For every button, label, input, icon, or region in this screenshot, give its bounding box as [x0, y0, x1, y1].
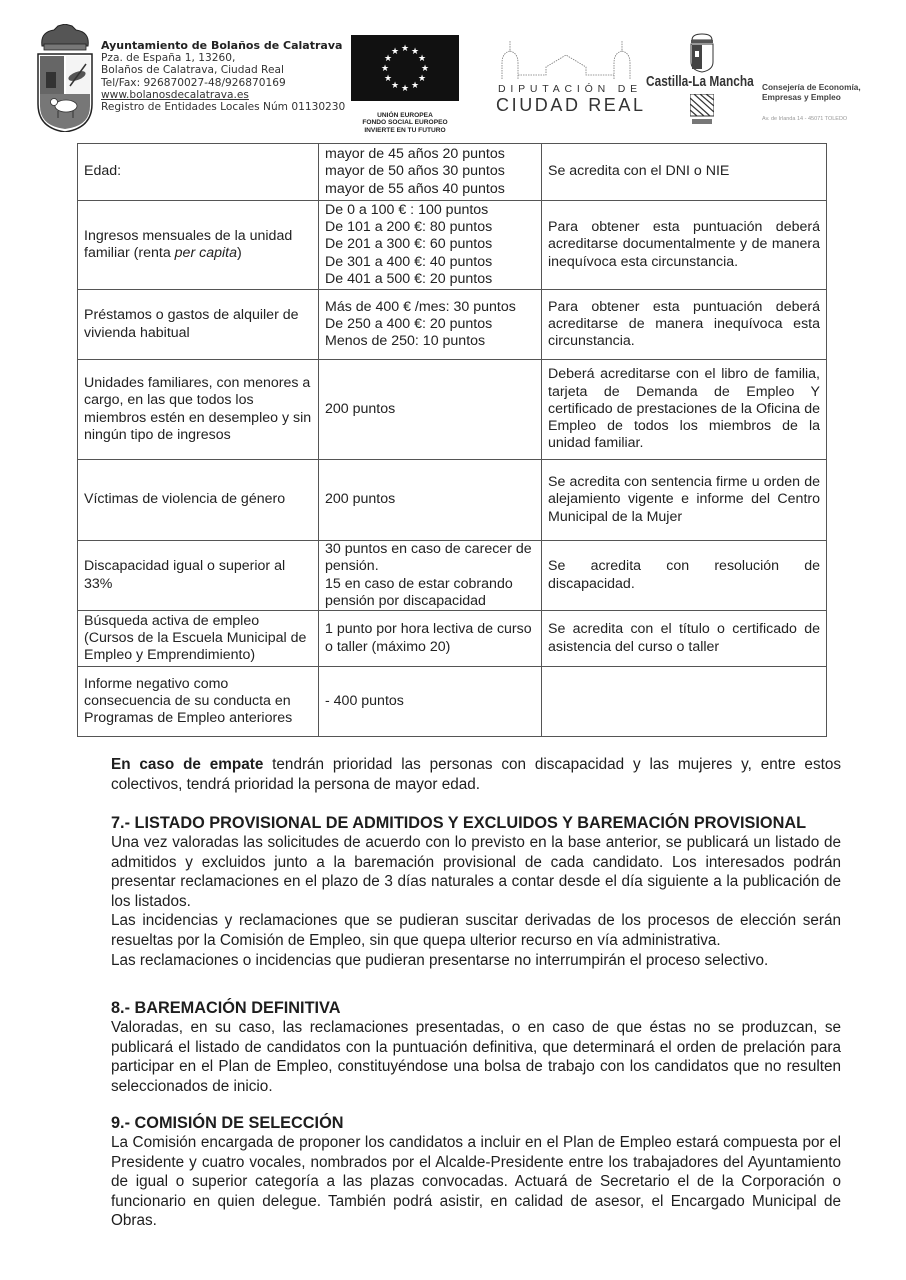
proof-cell: Para obtener esta puntuación deberá acreditarse documentalmente y de manera inequívoca esta circunstancia. [542, 201, 827, 290]
criterion-text: Ingresos mensuales de la unidad familiar (renta [84, 227, 293, 261]
table-row [78, 611, 827, 667]
table-row [78, 541, 827, 611]
proof-cell: Para obtener esta puntuación deberá acreditarse de manera inequívoca esta circunstancia. [542, 290, 827, 360]
svg-text:★: ★ [417, 74, 427, 84]
points-line: Menos de 250: 10 puntos [325, 333, 486, 350]
table-row [78, 290, 827, 360]
eu-logo-line3: INVIERTE EN TU FUTURO [364, 126, 446, 134]
points-line: De 250 a 400 €: 20 puntos [325, 315, 493, 332]
criterion-cell [78, 201, 319, 290]
points-line: mayor de 50 años 30 puntos [325, 163, 505, 180]
diputacion-line1: DIPUTACIÓN DE [498, 83, 642, 95]
table-row [78, 360, 827, 460]
proof-cell: Se acredita con el título o certificado de asistencia del curso o taller [542, 611, 827, 667]
section-paragraph: La Comisión encargada de proponer los candidatos a incluir en el Plan de Empleo estará compuesta por el Presidente y cuatro vocales, nombrados por el Alcalde-Presidente entre los trabajadores del Ayuntamiento de igual o superior categoría a las plazas convocadas. Actuará de Secretario el de la Corporación o funcionario en quien delegue. También podrá asistir, en calidad de asesor, el Encargado Municipal de Obras. [111, 1134, 841, 1230]
municipality-address-line1: Pza. de España 1, 13260, [101, 52, 236, 65]
svg-text:★: ★ [390, 47, 400, 57]
palace-outline-icon [496, 35, 636, 81]
svg-text:★: ★ [383, 74, 393, 84]
section-paragraph: Valoradas, en su caso, las reclamaciones presentadas, o en caso de que éstas no se produzcan, se publicará el listado de candidatos con la puntuación definitiva, que determinará el orden de prelación para participar en el Plan de Empleo, constituyéndose una bolsa de trabajo con los candidatos que no resulten seleccionados de inicio. [111, 1019, 841, 1095]
points-line: De 101 a 200 €: 80 puntos [325, 219, 493, 236]
consejeria-line1: Consejería de Economía, [762, 82, 861, 92]
points-line: De 0 a 100 € : 100 puntos [325, 201, 489, 218]
table-row [78, 460, 827, 541]
coat-of-arms-icon [36, 24, 94, 132]
consejeria-address: Av. de Irlanda 14 - 45071 TOLEDO [762, 116, 848, 122]
section-paragraph: Una vez valoradas las solicitudes de acuerdo con lo previsto en la base anterior, se publicará un listado de admitidos y excluidos junto a la baremación provisional de cada candidato. Los interesados podrán presentar reclamaciones en el plazo de 3 días naturales a contar desde el día siguiente a la publicación de los listados. [111, 834, 841, 910]
section-8 [111, 998, 841, 1096]
svg-text:★: ★ [420, 64, 430, 74]
svg-text:★: ★ [390, 81, 400, 91]
municipality-phone: Tel/Fax: 926870027-48/926870169 [101, 76, 286, 89]
municipality-registry: Registro de Entidades Locales Núm 01130230 [101, 101, 346, 114]
municipality-name: Ayuntamiento de Bolaños de Calatrava [101, 39, 343, 52]
criterion-cell: Informe negativo como consecuencia de su conducta en Programas de Empleo anteriores [78, 667, 319, 737]
consejeria-label [762, 82, 861, 102]
points-cell: 200 puntos [319, 360, 542, 460]
jccm-brand: Castilla-La Mancha [646, 74, 754, 90]
criterion-cell: Edad: [78, 144, 319, 201]
criterion-cell: Búsqueda activa de empleo (Cursos de la Escuela Municipal de Empleo y Emprendimiento) [78, 611, 319, 667]
criterion-cell: Víctimas de violencia de género [78, 460, 319, 541]
section-paragraph: Las reclamaciones o incidencias que pudieran presentarse no interrumpirán el proceso selectivo. [111, 951, 769, 969]
points-cell [319, 290, 542, 360]
consejeria-line2: Empresas y Empleo [762, 92, 841, 102]
section-heading: 7.- LISTADO PROVISIONAL DE ADMITIDOS Y EXCLUIDOS Y BAREMACIÓN PROVISIONAL [111, 814, 807, 832]
section-heading: 8.- BAREMACIÓN DEFINITIVA [111, 999, 341, 1017]
points-line: De 401 a 500 €: 20 puntos [325, 270, 493, 287]
eu-logo-line1: UNIÓN EUROPEA [377, 112, 433, 119]
criterion-italic-text: per capita [174, 245, 237, 261]
points-cell: - 400 puntos [319, 667, 542, 737]
tiebreak-text: tendrán prioridad las personas con discapacidad y las mujeres y, entre estos colectivos, tendrá prioridad la persona de mayor edad. [111, 756, 841, 793]
castilla-la-mancha-shield-icon [682, 32, 722, 74]
section-heading: 9.- COMISIÓN DE SELECCIÓN [111, 1114, 344, 1132]
section-9 [111, 1113, 841, 1231]
svg-text:★: ★ [400, 44, 410, 54]
tiebreak-bold: En caso de empate [111, 756, 264, 773]
points-line: 30 puntos en caso de carecer de pensión. [325, 541, 532, 575]
proof-cell [542, 667, 827, 737]
diputacion-logo [496, 35, 646, 115]
criterion-cell: Unidades familiares, con menores a cargo, en las que todos los miembros estén en desempleo y sin ningún tipo de ingresos [78, 360, 319, 460]
points-line: Más de 400 € /mes: 30 puntos [325, 298, 516, 315]
points-line: De 201 a 300 €: 60 puntos [325, 236, 493, 253]
svg-text:★: ★ [383, 54, 393, 64]
points-cell [319, 541, 542, 611]
svg-text:★: ★ [380, 64, 390, 74]
criterion-cell: Préstamos o gastos de alquiler de vivienda habitual [78, 290, 319, 360]
table-row [78, 144, 827, 201]
section-paragraph: Las incidencias y reclamaciones que se pudieran suscitar derivadas de los procesos de elección serán resueltas por la Comisión de Empleo, sin que quepa ulterior recurso en vía administrativa. [111, 912, 841, 949]
diputacion-line2: CIUDAD REAL [496, 95, 646, 115]
eu-flag-icon [351, 35, 459, 101]
points-line: mayor de 55 años 40 puntos [325, 180, 505, 197]
points-line: De 301 a 400 €: 40 puntos [325, 253, 493, 270]
section-7 [111, 813, 841, 970]
points-cell: 1 punto por hora lectiva de curso o taller (máximo 20) [319, 611, 542, 667]
svg-text:★: ★ [400, 84, 410, 94]
tiebreak-paragraph [111, 755, 841, 794]
table-row [78, 667, 827, 737]
criterion-text: ) [236, 245, 242, 261]
eu-logo-line2: FONDO SOCIAL EUROPEO [362, 119, 448, 127]
jccm-logo [646, 32, 756, 132]
fse-hatch-icon [690, 94, 714, 126]
proof-cell: Deberá acreditarse con el libro de familia, tarjeta de Demanda de Empleo Y certificado de prestaciones de la Oficina de Empleo de todos los miembros de la unidad familiar. [542, 360, 827, 460]
criterion-cell: Discapacidad igual o superior al 33% [78, 541, 319, 611]
municipality-website-link[interactable]: www.bolanosdecalatrava.es [101, 88, 249, 101]
points-cell: 200 puntos [319, 460, 542, 541]
municipality-address-line2: Bolaños de Calatrava, Ciudad Real [101, 64, 284, 77]
points-cell [319, 201, 542, 290]
proof-cell: Se acredita con sentencia firme u orden de alejamiento vigente e informe del Centro Municipal de la Mujer [542, 460, 827, 541]
svg-text:★: ★ [417, 54, 427, 64]
letterhead [0, 0, 906, 140]
points-line: mayor de 45 años 20 puntos [325, 146, 505, 163]
eu-fse-logo [351, 35, 459, 135]
proof-cell: Se acredita con el DNI o NIE [542, 144, 827, 201]
points-line: 15 en caso de estar cobrando pensión por discapacidad [325, 575, 513, 609]
points-cell [319, 144, 542, 201]
table-row [78, 201, 827, 290]
proof-cell: Se acredita con resolución de discapacidad. [542, 541, 827, 611]
scoring-table [77, 143, 827, 737]
municipality-info [101, 40, 345, 113]
svg-text:★: ★ [410, 81, 420, 91]
svg-text:★: ★ [410, 47, 420, 57]
